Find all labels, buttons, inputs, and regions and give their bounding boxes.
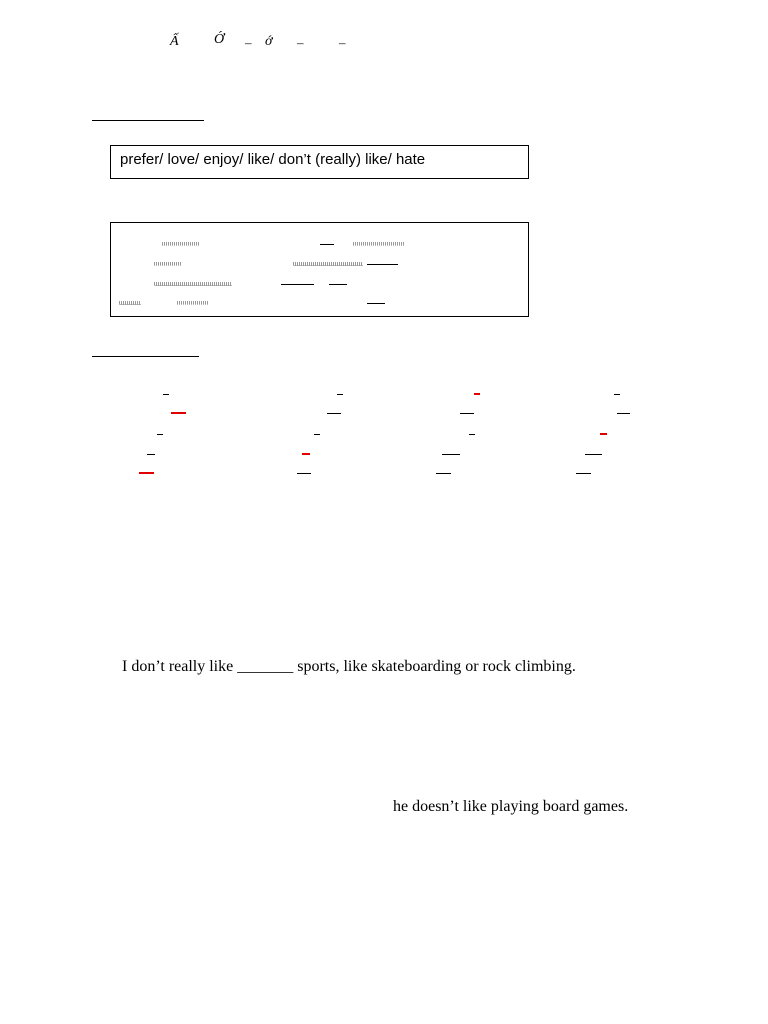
faint-text (154, 262, 181, 266)
answer-mark (585, 454, 602, 455)
answer-mark (314, 434, 320, 435)
section-2-heading-rule (92, 356, 199, 357)
answer-blank (367, 264, 398, 265)
header-glyph-1: Ấ (170, 34, 179, 49)
answer-mark (337, 394, 343, 395)
answer-mark (442, 454, 460, 455)
header-dash-3: – (339, 35, 346, 50)
faint-text (119, 301, 141, 305)
answer-mark-red (474, 393, 480, 395)
exercise-sentence-1: I don’t really like _______ sports, like skateboarding or rock climbing. (122, 658, 576, 675)
answer-mark (617, 413, 630, 414)
faint-text (293, 262, 363, 266)
section-1-heading-rule (92, 120, 204, 121)
header-glyph-3: ớ (265, 34, 273, 49)
header-dash-2: – (297, 35, 304, 50)
header-dash-1: – (245, 35, 252, 50)
answer-mark-red (600, 433, 607, 435)
verb-word-list: prefer/ love/ enjoy/ like/ don’t (really) like/ hate (120, 151, 426, 168)
answer-mark (576, 473, 591, 474)
answer-mark (614, 394, 620, 395)
faint-text (154, 282, 232, 286)
faint-text (177, 301, 208, 305)
answer-mark-red (171, 412, 186, 414)
answer-mark (147, 454, 155, 455)
answer-mark (297, 473, 311, 474)
answer-mark-red (302, 453, 310, 455)
answer-blank (367, 303, 385, 304)
faint-text (353, 242, 404, 246)
answer-mark (327, 413, 341, 414)
header-glyph-2: Ớ (214, 32, 225, 47)
answer-mark (460, 413, 474, 414)
example-box (110, 222, 529, 317)
answer-mark (436, 473, 451, 474)
answer-mark-red (139, 472, 154, 474)
answer-mark (469, 434, 475, 435)
verb-word-box (110, 145, 529, 179)
answer-blank (320, 244, 334, 245)
answer-blank (281, 284, 314, 285)
answer-blank (329, 284, 347, 285)
answer-mark (157, 434, 163, 435)
answer-mark (163, 394, 169, 395)
exercise-sentence-2: he doesn’t like playing board games. (393, 798, 629, 815)
faint-text (162, 242, 199, 246)
